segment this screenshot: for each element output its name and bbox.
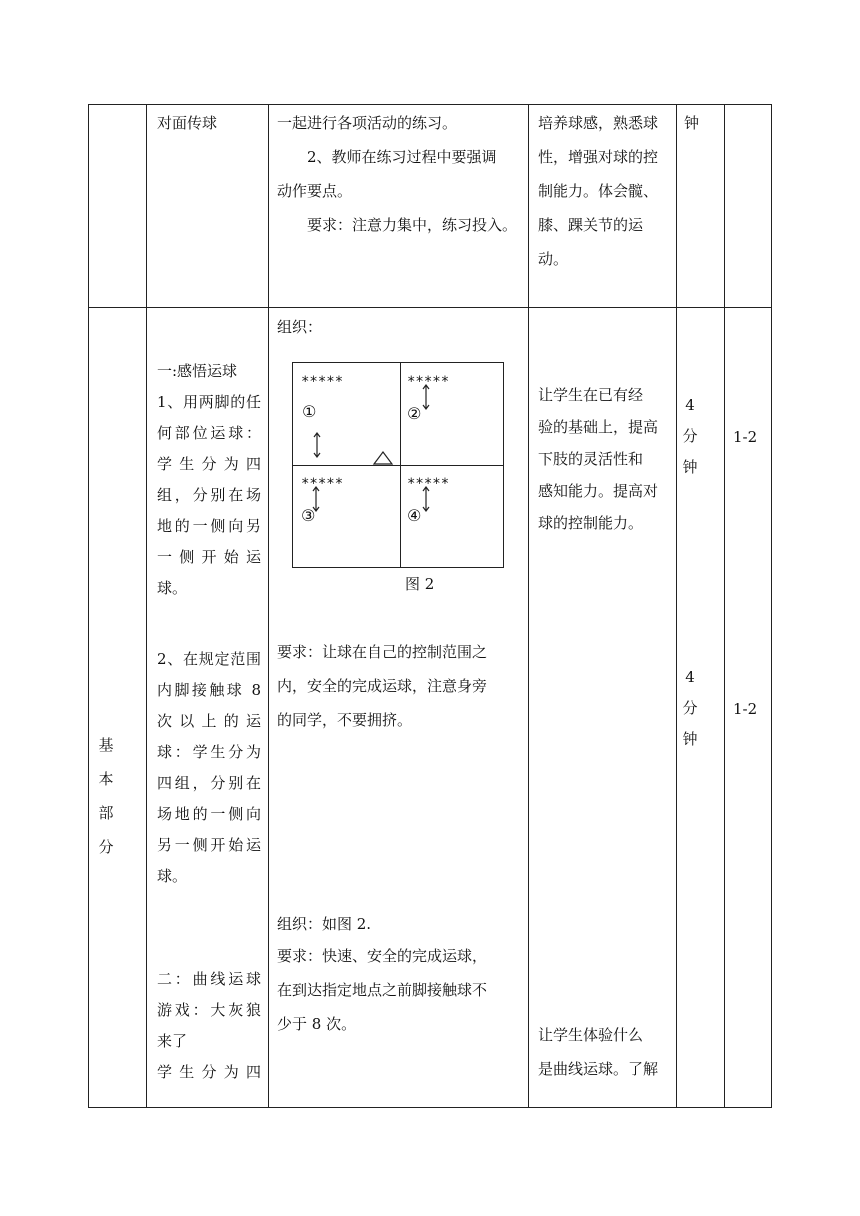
- section-label-basic-part: [94, 728, 118, 864]
- top-method-line: 一起进行各项活动的练习。: [277, 114, 458, 132]
- purpose-line: 验的基础上，提高: [538, 418, 659, 436]
- time-cell-1: [680, 390, 700, 483]
- content-line: 一侧开始运: [157, 548, 261, 566]
- content-block-touch-dribble: [157, 644, 261, 892]
- top-method-line: 要求：注意力集中，练习投入。: [277, 216, 518, 234]
- column-divider-1: [146, 104, 147, 1108]
- content-line: 一:感悟运球: [157, 362, 238, 380]
- column-divider-3: [528, 104, 529, 1108]
- table-border-bottom: [88, 1107, 772, 1108]
- top-time-cell: 钟: [684, 114, 700, 132]
- time-char: 4: [685, 396, 695, 414]
- field-grid-lines: [292, 362, 504, 568]
- column-divider-4: [676, 104, 677, 1108]
- content-line: 场地的一侧向: [157, 805, 261, 823]
- top-purpose-line: 制能力。体会髋、: [538, 182, 659, 200]
- top-purpose-line: 动。: [538, 250, 569, 268]
- content-line: 球：学生分为: [157, 743, 261, 761]
- content-line: 学生分为四: [157, 1063, 261, 1081]
- content-line: 组，分别在场: [157, 486, 261, 504]
- top-purpose-line: 培养球感，熟悉球: [538, 114, 659, 132]
- requirement-line: 要求：快速、安全的完成运球，: [277, 947, 488, 965]
- table-border-right: [771, 104, 772, 1108]
- requirement-line: 少于 8 次。: [277, 1015, 357, 1033]
- requirement-line: 在到达指定地点之前脚接触球不: [277, 981, 488, 999]
- content-line: 四组，分别在: [157, 774, 261, 792]
- field-diagram: [292, 362, 504, 568]
- time-char: 钟: [682, 730, 698, 748]
- content-line: 次以上的运: [157, 712, 261, 730]
- section-label-char: 部: [98, 804, 114, 822]
- organization-label: 组织：: [277, 318, 323, 336]
- section-label-char: 本: [98, 770, 114, 788]
- requirement-line: 要求：让球在自己的控制范围之: [277, 643, 488, 661]
- content-block-dribble-feel: [157, 356, 261, 604]
- group-stars: *****: [407, 374, 450, 390]
- row-divider: [88, 307, 772, 308]
- group-number-3: ③: [301, 506, 316, 525]
- group-number-2: ②: [407, 404, 422, 423]
- top-content-cell: 对面传球: [157, 114, 218, 132]
- top-method-line: 动作要点。: [277, 182, 353, 200]
- column-divider-5: [724, 104, 725, 1108]
- top-purpose-line: 膝、踝关节的运: [538, 216, 644, 234]
- time-char: 分: [682, 699, 698, 717]
- table-border-top: [88, 104, 772, 105]
- content-line: 游戏：大灰狼: [157, 1001, 261, 1019]
- purpose-line: 感知能力。提高对: [538, 482, 659, 500]
- content-line: 地的一侧向另: [157, 517, 261, 535]
- group-stars: *****: [407, 476, 450, 492]
- content-line: 球。: [157, 579, 188, 597]
- content-line: 内脚接触球 8: [157, 681, 261, 699]
- content-line: 2、在规定范围: [157, 650, 261, 668]
- requirement-line: 内，安全的完成运球，注意身旁: [277, 677, 488, 695]
- group-stars: *****: [301, 476, 344, 492]
- time-char: 分: [682, 427, 698, 445]
- purpose-line: 下肢的灵活性和: [538, 450, 644, 468]
- content-line: 何部位运球：: [157, 424, 261, 442]
- double-arrow-icon: [314, 433, 320, 457]
- purpose-line: 是曲线运球。了解: [538, 1060, 659, 1078]
- purpose-line: 球的控制能力。: [538, 514, 644, 532]
- teacher-triangle-icon: [374, 452, 392, 464]
- purpose-line: 让学生在已有经: [538, 386, 644, 404]
- purpose-line: 让学生体验什么: [538, 1026, 644, 1044]
- group-number-1: ①: [302, 402, 317, 421]
- top-method-line: 2、教师在练习过程中要强调: [277, 148, 497, 166]
- time-char: 钟: [682, 458, 698, 476]
- column-divider-2: [268, 104, 269, 1108]
- content-block-curve-dribble: [157, 964, 261, 1088]
- content-line: 学生分为四: [157, 455, 261, 473]
- top-purpose-line: 性，增强对球的控: [538, 148, 659, 166]
- content-line: 1、用两脚的任: [157, 393, 261, 411]
- section-label-char: 基: [98, 736, 114, 754]
- time-cell-2: [680, 662, 700, 755]
- count-cell-1: 1-2: [733, 428, 758, 446]
- content-line: 球。: [157, 867, 188, 885]
- content-line: 来了: [157, 1032, 188, 1050]
- time-char: 4: [685, 668, 695, 686]
- diagram-caption: 图 2: [405, 575, 435, 593]
- table-border-left: [88, 104, 89, 1108]
- content-line: 二：曲线运球: [157, 970, 261, 988]
- group-number-4: ④: [407, 506, 422, 525]
- content-line: 另一侧开始运: [157, 836, 261, 854]
- count-cell-2: 1-2: [733, 700, 758, 718]
- group-stars: *****: [301, 374, 344, 390]
- requirement-line: 的同学，不要拥挤。: [277, 711, 413, 729]
- section-label-char: 分: [98, 838, 114, 856]
- organization-see-figure: 组织：如图 2.: [277, 915, 372, 933]
